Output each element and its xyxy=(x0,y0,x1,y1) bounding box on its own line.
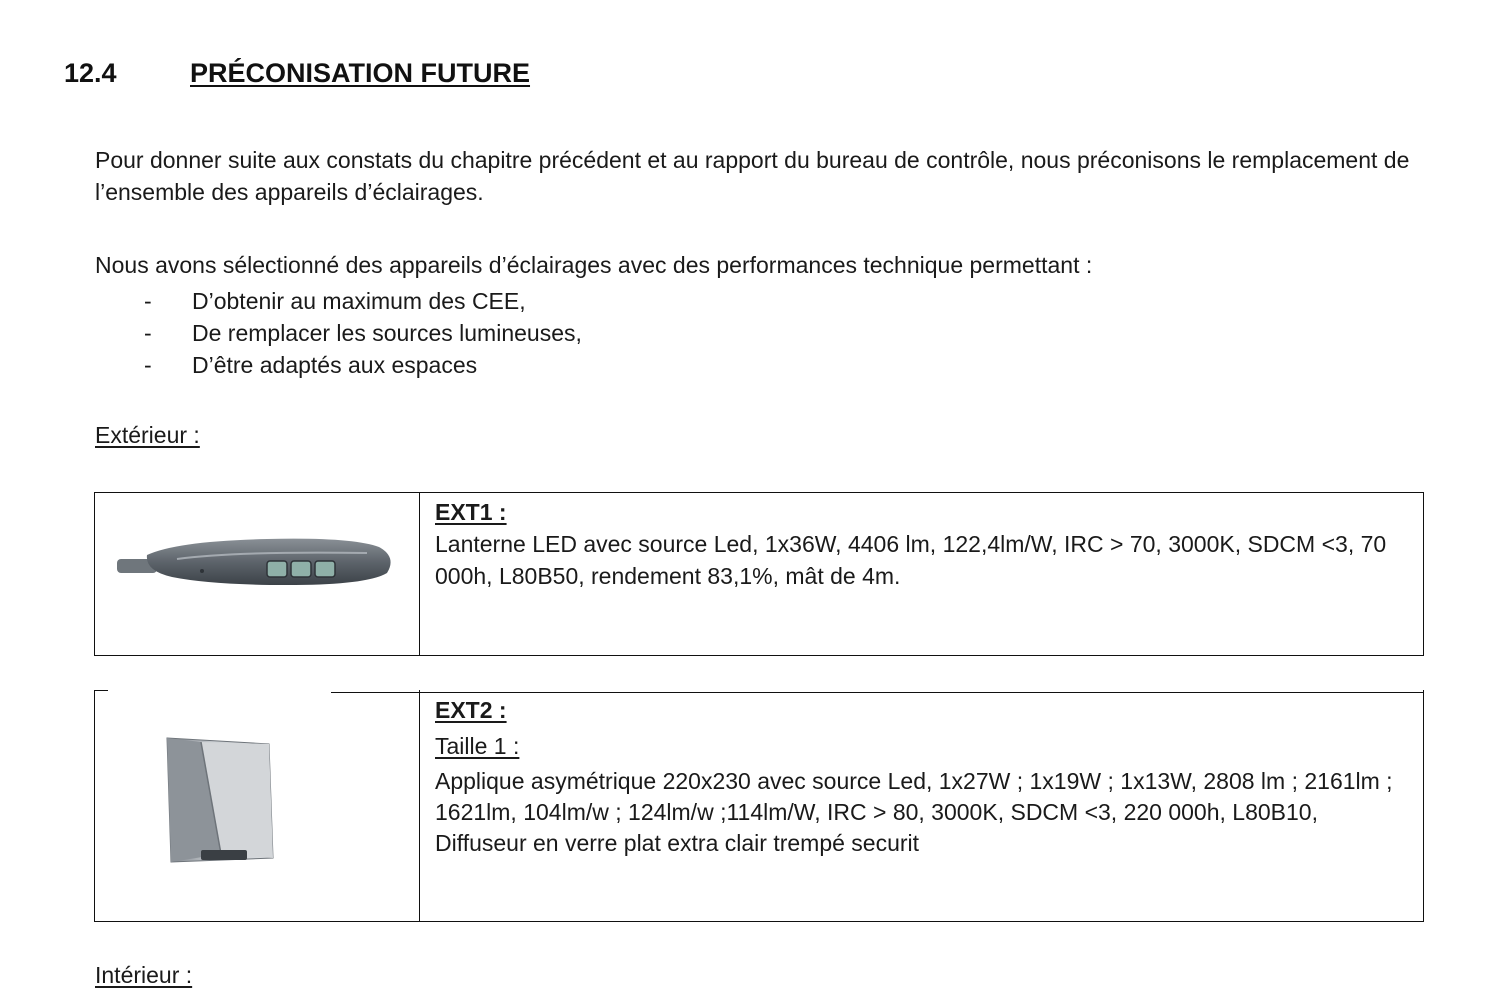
intro-paragraph-2: Nous avons sélectionné des appareils d’éclairages avec des performances technique permettant : xyxy=(95,252,1093,278)
section-title: PRÉCONISATION FUTURE xyxy=(190,58,531,88)
product-description: Applique asymétrique 220x230 avec source Led, 1x27W ; 1x19W ; 1x13W, 2808 lm ; 2161lm ; 1621lm, 104lm/w ; 124lm/w ;114lm/W, IRC > 80, 3000K, SDCM <3, 220 000h, L80B10, Diffuseur en verre plat extra clair trempé securit xyxy=(435,768,1393,856)
product-code: EXT2 : xyxy=(435,697,507,723)
wall-light-image xyxy=(161,734,281,874)
list-item-text: D’être adaptés aux espaces xyxy=(192,352,478,378)
list-item-text: De remplacer les sources lumineuses, xyxy=(192,320,582,346)
bullet-dash: - xyxy=(144,288,152,314)
product-description: Lanterne LED avec source Led, 1x36W, 4406 lm, 122,4lm/W, IRC > 70, 3000K, SDCM <3, 70 000h, L80B50, rendement 83,1%, mât de 4m. xyxy=(435,531,1387,589)
requirements-list xyxy=(140,285,582,381)
bullet-dash: - xyxy=(144,352,152,378)
cell-divider xyxy=(419,690,420,921)
exterior-heading: Extérieur : xyxy=(95,422,200,448)
product-box-ext1 xyxy=(94,492,1424,656)
product-code: EXT1 : xyxy=(435,499,507,525)
intro-paragraph-1: Pour donner suite aux constats du chapitre précédent et au rapport du bureau de contrôle, nous préconisons le remplacement de l’ensemble des appareils d’éclairages. xyxy=(95,147,1410,205)
product-size-label: Taille 1 : xyxy=(435,733,520,759)
list-item xyxy=(140,285,582,317)
product-description-cell xyxy=(435,694,1399,859)
list-item xyxy=(140,349,582,381)
list-item xyxy=(140,317,582,349)
bullet-dash: - xyxy=(144,320,152,346)
street-lantern-image xyxy=(117,533,397,603)
list-item-text: D’obtenir au maximum des CEE, xyxy=(192,288,526,314)
cell-divider xyxy=(419,493,420,655)
product-box-ext2 xyxy=(94,690,1424,922)
product-description-cell xyxy=(435,496,1399,592)
section-number: 12.4 xyxy=(64,58,117,88)
interior-heading: Intérieur : xyxy=(95,962,193,988)
